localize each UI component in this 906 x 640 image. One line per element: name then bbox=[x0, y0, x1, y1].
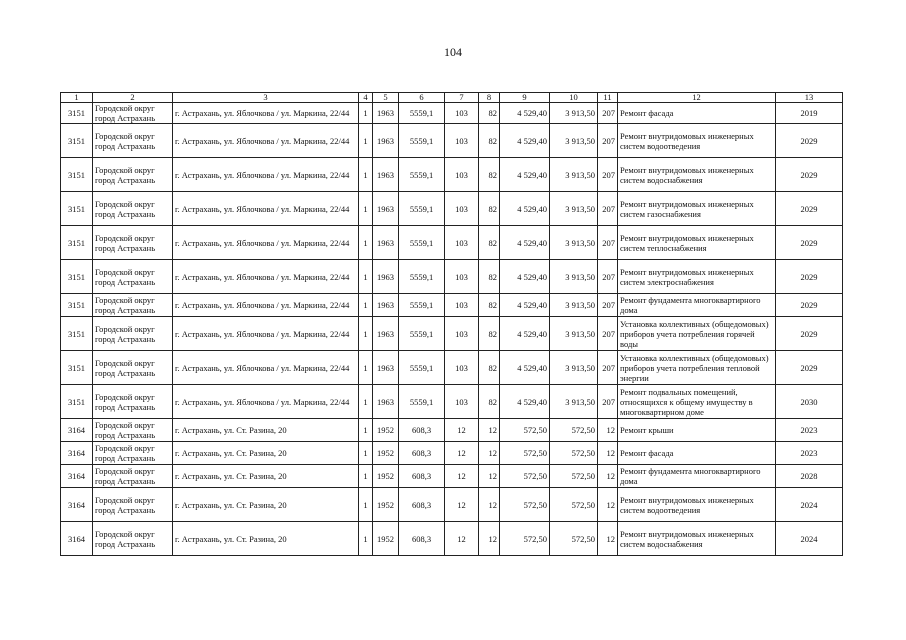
address-cell: г. Астрахань, ул. Яблочкова / ул. Маркина, 22/44 bbox=[173, 103, 359, 124]
area-cell-9: 4 529,40 bbox=[500, 226, 550, 260]
table-row bbox=[61, 294, 843, 317]
total-area-cell: 608,3 bbox=[399, 522, 445, 556]
table-row bbox=[61, 124, 843, 158]
category-cell: 1 bbox=[359, 465, 373, 488]
area-cell-9: 4 529,40 bbox=[500, 260, 550, 294]
area-cell-10: 572,50 bbox=[550, 522, 598, 556]
category-cell: 1 bbox=[359, 158, 373, 192]
area-cell-9: 572,50 bbox=[500, 522, 550, 556]
table-row bbox=[61, 158, 843, 192]
col-header: 8 bbox=[479, 93, 500, 103]
category-cell: 1 bbox=[359, 442, 373, 465]
apartments-cell: 103 bbox=[445, 158, 479, 192]
residents-cell: 12 bbox=[479, 442, 500, 465]
total-area-cell: 5559,1 bbox=[399, 192, 445, 226]
table-row bbox=[61, 385, 843, 419]
count-cell: 207 bbox=[598, 351, 618, 385]
residents-cell: 82 bbox=[479, 124, 500, 158]
address-cell: г. Астрахань, ул. Ст. Разина, 20 bbox=[173, 442, 359, 465]
work-type-cell: Ремонт подвальных помещений, относящихся к общему имуществу в многоквартирном доме bbox=[618, 385, 776, 419]
col-header: 4 bbox=[359, 93, 373, 103]
area-cell-9: 4 529,40 bbox=[500, 124, 550, 158]
residents-cell: 12 bbox=[479, 465, 500, 488]
apartments-cell: 12 bbox=[445, 488, 479, 522]
municipality-cell: Городской округ город Астрахань bbox=[93, 103, 173, 124]
address-cell: г. Астрахань, ул. Ст. Разина, 20 bbox=[173, 465, 359, 488]
planned-year-cell: 2029 bbox=[776, 192, 843, 226]
residents-cell: 82 bbox=[479, 317, 500, 351]
municipality-cell: Городской округ город Астрахань bbox=[93, 158, 173, 192]
apartments-cell: 103 bbox=[445, 226, 479, 260]
work-type-cell: Ремонт фасада bbox=[618, 442, 776, 465]
year-built-cell: 1963 bbox=[373, 385, 399, 419]
address-cell: г. Астрахань, ул. Яблочкова / ул. Маркина, 22/44 bbox=[173, 226, 359, 260]
municipality-cell: Городской округ город Астрахань bbox=[93, 192, 173, 226]
apartments-cell: 12 bbox=[445, 522, 479, 556]
col-header: 3 bbox=[173, 93, 359, 103]
residents-cell: 82 bbox=[479, 226, 500, 260]
total-area-cell: 5559,1 bbox=[399, 124, 445, 158]
year-built-cell: 1952 bbox=[373, 488, 399, 522]
category-cell: 1 bbox=[359, 522, 373, 556]
category-cell: 1 bbox=[359, 351, 373, 385]
count-cell: 12 bbox=[598, 419, 618, 442]
address-cell: г. Астрахань, ул. Яблочкова / ул. Маркина, 22/44 bbox=[173, 294, 359, 317]
area-cell-9: 572,50 bbox=[500, 488, 550, 522]
category-cell: 1 bbox=[359, 226, 373, 260]
area-cell-9: 572,50 bbox=[500, 419, 550, 442]
total-area-cell: 608,3 bbox=[399, 419, 445, 442]
work-type-cell: Ремонт внутридомовых инженерных систем водоснабжения bbox=[618, 522, 776, 556]
col-header: 11 bbox=[598, 93, 618, 103]
work-type-cell: Ремонт внутридомовых инженерных систем электроснабжения bbox=[618, 260, 776, 294]
apartments-cell: 12 bbox=[445, 465, 479, 488]
work-type-cell: Ремонт фундамента многоквартирного дома bbox=[618, 294, 776, 317]
col-header: 9 bbox=[500, 93, 550, 103]
apartments-cell: 103 bbox=[445, 351, 479, 385]
area-cell-9: 4 529,40 bbox=[500, 103, 550, 124]
table-row bbox=[61, 192, 843, 226]
residents-cell: 82 bbox=[479, 192, 500, 226]
housing-repair-table bbox=[60, 92, 843, 556]
area-cell-9: 4 529,40 bbox=[500, 294, 550, 317]
municipality-cell: Городской округ город Астрахань bbox=[93, 260, 173, 294]
municipality-cell: Городской округ город Астрахань bbox=[93, 419, 173, 442]
area-cell-10: 3 913,50 bbox=[550, 192, 598, 226]
table-row bbox=[61, 103, 843, 124]
category-cell: 1 bbox=[359, 103, 373, 124]
apartments-cell: 103 bbox=[445, 385, 479, 419]
address-cell: г. Астрахань, ул. Ст. Разина, 20 bbox=[173, 522, 359, 556]
table-row bbox=[61, 260, 843, 294]
table-row bbox=[61, 522, 843, 556]
area-cell-10: 3 913,50 bbox=[550, 260, 598, 294]
work-type-cell: Ремонт внутридомовых инженерных систем теплоснабжения bbox=[618, 226, 776, 260]
planned-year-cell: 2024 bbox=[776, 522, 843, 556]
table-row bbox=[61, 351, 843, 385]
area-cell-10: 572,50 bbox=[550, 419, 598, 442]
category-cell: 1 bbox=[359, 488, 373, 522]
total-area-cell: 5559,1 bbox=[399, 351, 445, 385]
area-cell-9: 572,50 bbox=[500, 442, 550, 465]
planned-year-cell: 2029 bbox=[776, 226, 843, 260]
record-id-cell: 3151 bbox=[61, 192, 93, 226]
apartments-cell: 103 bbox=[445, 260, 479, 294]
apartments-cell: 12 bbox=[445, 419, 479, 442]
area-cell-10: 3 913,50 bbox=[550, 385, 598, 419]
area-cell-9: 4 529,40 bbox=[500, 351, 550, 385]
year-built-cell: 1963 bbox=[373, 351, 399, 385]
apartments-cell: 103 bbox=[445, 124, 479, 158]
residents-cell: 82 bbox=[479, 103, 500, 124]
municipality-cell: Городской округ город Астрахань bbox=[93, 226, 173, 260]
record-id-cell: 3164 bbox=[61, 488, 93, 522]
municipality-cell: Городской округ город Астрахань bbox=[93, 124, 173, 158]
area-cell-10: 3 913,50 bbox=[550, 124, 598, 158]
municipality-cell: Городской округ город Астрахань bbox=[93, 294, 173, 317]
record-id-cell: 3151 bbox=[61, 158, 93, 192]
count-cell: 12 bbox=[598, 488, 618, 522]
residents-cell: 12 bbox=[479, 522, 500, 556]
address-cell: г. Астрахань, ул. Яблочкова / ул. Маркина, 22/44 bbox=[173, 351, 359, 385]
area-cell-10: 3 913,50 bbox=[550, 226, 598, 260]
year-built-cell: 1952 bbox=[373, 419, 399, 442]
record-id-cell: 3151 bbox=[61, 385, 93, 419]
planned-year-cell: 2029 bbox=[776, 158, 843, 192]
total-area-cell: 5559,1 bbox=[399, 226, 445, 260]
address-cell: г. Астрахань, ул. Ст. Разина, 20 bbox=[173, 419, 359, 442]
area-cell-10: 572,50 bbox=[550, 488, 598, 522]
record-id-cell: 3164 bbox=[61, 522, 93, 556]
category-cell: 1 bbox=[359, 260, 373, 294]
count-cell: 207 bbox=[598, 103, 618, 124]
count-cell: 207 bbox=[598, 158, 618, 192]
apartments-cell: 103 bbox=[445, 294, 479, 317]
year-built-cell: 1952 bbox=[373, 442, 399, 465]
year-built-cell: 1952 bbox=[373, 465, 399, 488]
col-header: 10 bbox=[550, 93, 598, 103]
record-id-cell: 3151 bbox=[61, 351, 93, 385]
address-cell: г. Астрахань, ул. Яблочкова / ул. Маркина, 22/44 bbox=[173, 192, 359, 226]
area-cell-10: 3 913,50 bbox=[550, 317, 598, 351]
col-header: 5 bbox=[373, 93, 399, 103]
record-id-cell: 3151 bbox=[61, 226, 93, 260]
table-row bbox=[61, 488, 843, 522]
col-header: 13 bbox=[776, 93, 843, 103]
residents-cell: 82 bbox=[479, 158, 500, 192]
col-header: 1 bbox=[61, 93, 93, 103]
address-cell: г. Астрахань, ул. Яблочкова / ул. Маркина, 22/44 bbox=[173, 124, 359, 158]
area-cell-10: 3 913,50 bbox=[550, 158, 598, 192]
work-type-cell: Ремонт внутридомовых инженерных систем водоотведения bbox=[618, 124, 776, 158]
total-area-cell: 5559,1 bbox=[399, 158, 445, 192]
municipality-cell: Городской округ город Астрахань bbox=[93, 522, 173, 556]
area-cell-9: 4 529,40 bbox=[500, 317, 550, 351]
work-type-cell: Ремонт внутридомовых инженерных систем газоснабжения bbox=[618, 192, 776, 226]
total-area-cell: 5559,1 bbox=[399, 103, 445, 124]
apartments-cell: 103 bbox=[445, 317, 479, 351]
municipality-cell: Городской округ город Астрахань bbox=[93, 385, 173, 419]
total-area-cell: 5559,1 bbox=[399, 385, 445, 419]
planned-year-cell: 2029 bbox=[776, 351, 843, 385]
count-cell: 207 bbox=[598, 260, 618, 294]
record-id-cell: 3151 bbox=[61, 124, 93, 158]
planned-year-cell: 2030 bbox=[776, 385, 843, 419]
planned-year-cell: 2029 bbox=[776, 294, 843, 317]
count-cell: 12 bbox=[598, 465, 618, 488]
category-cell: 1 bbox=[359, 419, 373, 442]
col-header: 6 bbox=[399, 93, 445, 103]
header-row bbox=[61, 93, 843, 103]
category-cell: 1 bbox=[359, 385, 373, 419]
count-cell: 207 bbox=[598, 294, 618, 317]
year-built-cell: 1963 bbox=[373, 260, 399, 294]
residents-cell: 82 bbox=[479, 260, 500, 294]
planned-year-cell: 2024 bbox=[776, 488, 843, 522]
year-built-cell: 1963 bbox=[373, 294, 399, 317]
year-built-cell: 1963 bbox=[373, 124, 399, 158]
year-built-cell: 1963 bbox=[373, 317, 399, 351]
work-type-cell: Ремонт фундамента многоквартирного дома bbox=[618, 465, 776, 488]
year-built-cell: 1952 bbox=[373, 522, 399, 556]
area-cell-10: 3 913,50 bbox=[550, 294, 598, 317]
residents-cell: 82 bbox=[479, 385, 500, 419]
total-area-cell: 608,3 bbox=[399, 465, 445, 488]
count-cell: 207 bbox=[598, 385, 618, 419]
col-header: 7 bbox=[445, 93, 479, 103]
apartments-cell: 12 bbox=[445, 442, 479, 465]
address-cell: г. Астрахань, ул. Яблочкова / ул. Маркина, 22/44 bbox=[173, 260, 359, 294]
table-row bbox=[61, 419, 843, 442]
year-built-cell: 1963 bbox=[373, 192, 399, 226]
page-number: 104 bbox=[444, 45, 462, 59]
count-cell: 207 bbox=[598, 317, 618, 351]
planned-year-cell: 2029 bbox=[776, 124, 843, 158]
table-row bbox=[61, 442, 843, 465]
municipality-cell: Городской округ город Астрахань bbox=[93, 442, 173, 465]
area-cell-10: 572,50 bbox=[550, 442, 598, 465]
year-built-cell: 1963 bbox=[373, 226, 399, 260]
count-cell: 207 bbox=[598, 124, 618, 158]
apartments-cell: 103 bbox=[445, 103, 479, 124]
planned-year-cell: 2028 bbox=[776, 465, 843, 488]
area-cell-9: 572,50 bbox=[500, 465, 550, 488]
address-cell: г. Астрахань, ул. Яблочкова / ул. Маркина, 22/44 bbox=[173, 385, 359, 419]
municipality-cell: Городской округ город Астрахань bbox=[93, 317, 173, 351]
record-id-cell: 3164 bbox=[61, 465, 93, 488]
total-area-cell: 5559,1 bbox=[399, 260, 445, 294]
municipality-cell: Городской округ город Астрахань bbox=[93, 465, 173, 488]
col-header: 2 bbox=[93, 93, 173, 103]
table-row bbox=[61, 226, 843, 260]
record-id-cell: 3151 bbox=[61, 317, 93, 351]
count-cell: 12 bbox=[598, 442, 618, 465]
total-area-cell: 608,3 bbox=[399, 488, 445, 522]
work-type-cell: Ремонт внутридомовых инженерных систем водоснабжения bbox=[618, 158, 776, 192]
total-area-cell: 5559,1 bbox=[399, 317, 445, 351]
residents-cell: 82 bbox=[479, 294, 500, 317]
category-cell: 1 bbox=[359, 317, 373, 351]
count-cell: 207 bbox=[598, 226, 618, 260]
address-cell: г. Астрахань, ул. Ст. Разина, 20 bbox=[173, 488, 359, 522]
work-type-cell: Ремонт фасада bbox=[618, 103, 776, 124]
planned-year-cell: 2019 bbox=[776, 103, 843, 124]
planned-year-cell: 2029 bbox=[776, 260, 843, 294]
planned-year-cell: 2023 bbox=[776, 442, 843, 465]
record-id-cell: 3151 bbox=[61, 294, 93, 317]
year-built-cell: 1963 bbox=[373, 158, 399, 192]
planned-year-cell: 2023 bbox=[776, 419, 843, 442]
municipality-cell: Городской округ город Астрахань bbox=[93, 351, 173, 385]
category-cell: 1 bbox=[359, 192, 373, 226]
address-cell: г. Астрахань, ул. Яблочкова / ул. Маркина, 22/44 bbox=[173, 158, 359, 192]
table-row bbox=[61, 317, 843, 351]
area-cell-9: 4 529,40 bbox=[500, 385, 550, 419]
category-cell: 1 bbox=[359, 124, 373, 158]
work-type-cell: Установка коллективных (общедомовых) приборов учета потребления горячей воды bbox=[618, 317, 776, 351]
table-row bbox=[61, 465, 843, 488]
work-type-cell: Ремонт крыши bbox=[618, 419, 776, 442]
apartments-cell: 103 bbox=[445, 192, 479, 226]
residents-cell: 12 bbox=[479, 419, 500, 442]
year-built-cell: 1963 bbox=[373, 103, 399, 124]
work-type-cell: Установка коллективных (общедомовых) приборов учета потребления тепловой энергии bbox=[618, 351, 776, 385]
count-cell: 12 bbox=[598, 522, 618, 556]
address-cell: г. Астрахань, ул. Яблочкова / ул. Маркина, 22/44 bbox=[173, 317, 359, 351]
record-id-cell: 3164 bbox=[61, 442, 93, 465]
record-id-cell: 3151 bbox=[61, 260, 93, 294]
total-area-cell: 5559,1 bbox=[399, 294, 445, 317]
residents-cell: 82 bbox=[479, 351, 500, 385]
table-body bbox=[61, 103, 843, 556]
category-cell: 1 bbox=[359, 294, 373, 317]
record-id-cell: 3164 bbox=[61, 419, 93, 442]
count-cell: 207 bbox=[598, 192, 618, 226]
total-area-cell: 608,3 bbox=[399, 442, 445, 465]
planned-year-cell: 2029 bbox=[776, 317, 843, 351]
municipality-cell: Городской округ город Астрахань bbox=[93, 488, 173, 522]
area-cell-10: 3 913,50 bbox=[550, 351, 598, 385]
work-type-cell: Ремонт внутридомовых инженерных систем водоотведения bbox=[618, 488, 776, 522]
area-cell-10: 572,50 bbox=[550, 465, 598, 488]
area-cell-9: 4 529,40 bbox=[500, 158, 550, 192]
residents-cell: 12 bbox=[479, 488, 500, 522]
col-header: 12 bbox=[618, 93, 776, 103]
record-id-cell: 3151 bbox=[61, 103, 93, 124]
area-cell-10: 3 913,50 bbox=[550, 103, 598, 124]
area-cell-9: 4 529,40 bbox=[500, 192, 550, 226]
